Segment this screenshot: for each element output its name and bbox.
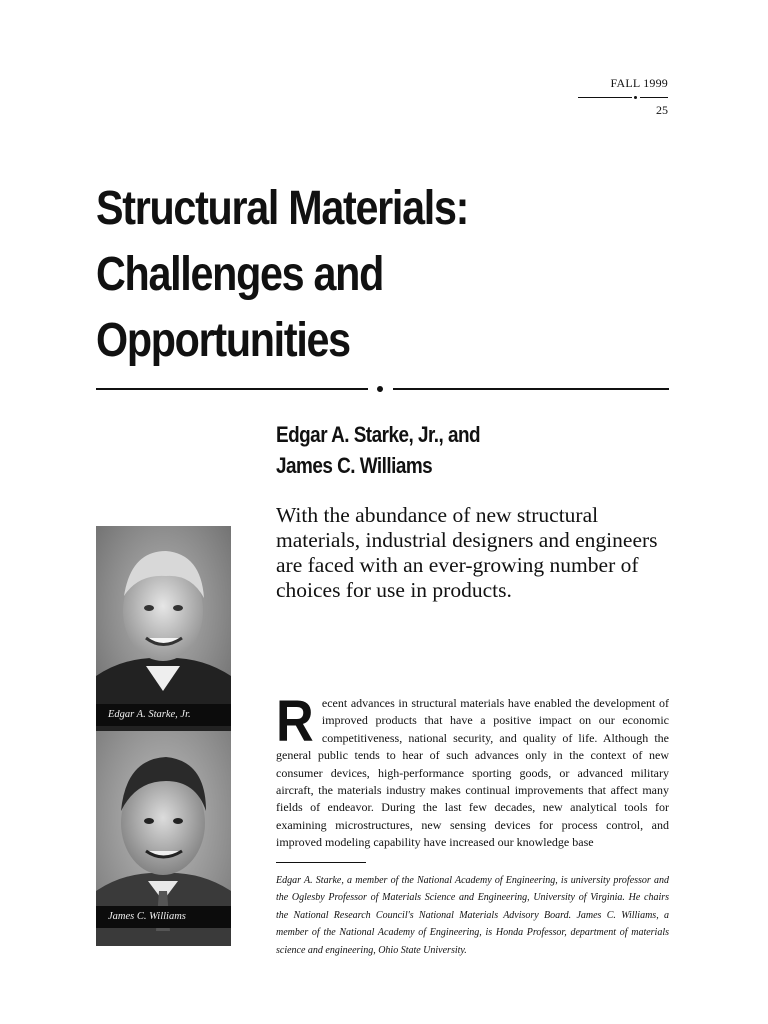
footnote-rule xyxy=(276,862,366,863)
author-photo-williams xyxy=(96,731,231,946)
author-photo-starke xyxy=(96,526,231,731)
article-title: Structural Materials: Challenges and Opportunities xyxy=(96,182,469,367)
author-line-2: James C. Williams xyxy=(276,453,433,478)
author-line-1: Edgar A. Starke, Jr., and xyxy=(276,422,481,447)
ornament-divider xyxy=(96,386,669,392)
photo-caption: Edgar A. Starke, Jr. xyxy=(96,704,231,726)
article-body xyxy=(276,689,669,852)
running-header xyxy=(528,76,668,118)
photo-caption: James C. Williams xyxy=(96,906,231,928)
header-rule xyxy=(528,93,668,103)
author-footnote: Edgar A. Starke, a member of the National Academy of Engineering, is university professor and the Oglesby Professor of Materials Science and Engineering, University of Virginia. He chairs the National Research Council's National Materials Advisory Board. James C. Williams, a member of the National Academy of Engineering, is Honda Professor, department of materials science and engineering, Ohio State University. xyxy=(276,875,669,956)
body-paragraph: ecent advances in structural materials have enabled the development of improved products that have a positive impact on our economic competitiveness, national security, and quality of life. Although the general public tends to hear of such advances only in the context of new consumer devices, high-performance sporting goods, or advanced military aircraft, the materials industry makes continual improvements that affect many fields of endeavor. During the last few decades, new analytical tools for examining microstructures, new sensing devices for process control, and improved modeling capability have increased our knowledge base xyxy=(276,696,669,850)
article-deck: With the abundance of new structural materials, industrial designers and engineers are faced with an ever-growing number of choices for use in products. xyxy=(276,503,658,602)
issue-season: FALL 1999 xyxy=(610,76,668,90)
page-number: 25 xyxy=(656,103,668,117)
drop-cap: R xyxy=(276,689,314,754)
author-byline xyxy=(276,419,568,481)
